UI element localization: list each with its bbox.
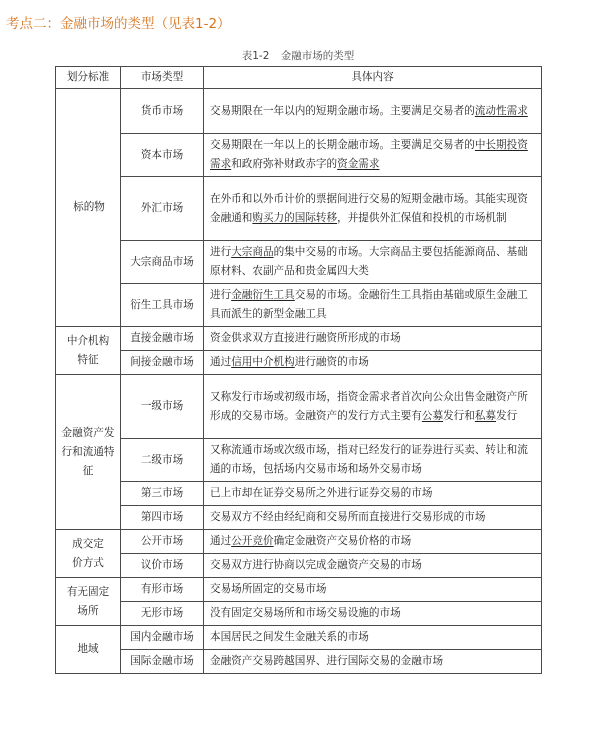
content-text: 和政府弥补财政赤字的 bbox=[231, 158, 338, 170]
underlined-term: 中长期投资需求 bbox=[210, 139, 528, 170]
table-row bbox=[56, 327, 542, 351]
content-cell bbox=[204, 351, 542, 375]
header-criterion: 划分标准 bbox=[56, 67, 121, 89]
content-cell bbox=[204, 177, 542, 241]
content-text: 交易期限在一年以上的长期金融市场。主要满足交易者的 bbox=[210, 139, 475, 151]
content-text: 交易场所固定的交易市场 bbox=[210, 583, 327, 595]
criterion-cell bbox=[56, 375, 121, 530]
underlined-term: 私募 bbox=[474, 409, 497, 422]
market-type-cell: 议价市场 bbox=[121, 554, 204, 578]
underlined-term: 公开竞价 bbox=[231, 535, 274, 547]
market-type-cell: 外汇市场 bbox=[121, 177, 204, 241]
content-text: 在外币和以外币计价的票据间进行交易的短期金融市场。其能实现资金融通和 bbox=[210, 192, 528, 224]
content-text: 进行 bbox=[210, 289, 232, 301]
criterion-cell bbox=[56, 578, 121, 626]
criterion-cell bbox=[56, 530, 121, 578]
content-text: 进行 bbox=[210, 246, 232, 258]
market-type-cell: 国内金融市场 bbox=[121, 626, 204, 650]
table-row bbox=[56, 439, 542, 482]
underlined-term: 金融衍生工具 bbox=[231, 289, 295, 301]
market-type-cell: 第三市场 bbox=[121, 482, 204, 506]
table-row bbox=[56, 578, 542, 602]
table-row bbox=[56, 554, 542, 578]
underlined-term: 公募 bbox=[421, 409, 444, 422]
content-text: 本国居民之间发生金融关系的市场 bbox=[210, 631, 369, 643]
content-cell bbox=[204, 602, 542, 626]
table-row bbox=[56, 351, 542, 375]
table-row bbox=[56, 626, 542, 650]
content-text: 交易双方不经由经纪商和交易所而直接进行交易形成的市场 bbox=[210, 511, 486, 523]
content-cell bbox=[204, 375, 542, 439]
header-market-type: 市场类型 bbox=[121, 67, 204, 89]
content-text: 已上市却在证券交易所之外进行证券交易的市场 bbox=[210, 487, 433, 499]
criterion-label: 地域 bbox=[77, 643, 99, 655]
table-row bbox=[56, 134, 542, 177]
table-row bbox=[56, 177, 542, 241]
content-cell bbox=[204, 650, 542, 674]
content-text: 资金供求双方直接进行融资所形成的市场 bbox=[210, 332, 401, 344]
table-row bbox=[56, 650, 542, 674]
content-text: ，并提供外汇保值和投机的市场机制 bbox=[337, 211, 507, 224]
table-row bbox=[56, 89, 542, 134]
criterion-label: 中介机构特征 bbox=[66, 334, 110, 366]
content-cell bbox=[204, 530, 542, 554]
market-type-cell: 国际金融市场 bbox=[121, 650, 204, 674]
content-cell bbox=[204, 241, 542, 284]
content-text: 通过 bbox=[210, 535, 232, 547]
content-cell bbox=[204, 626, 542, 650]
underlined-term: 信用中介机构 bbox=[231, 356, 295, 368]
criterion-label: 成交定价方式 bbox=[72, 537, 104, 569]
market-type-cell: 二级市场 bbox=[121, 439, 204, 482]
content-text: 交易的市场。金融衍生工具指由基础或原生金融工具而派生的新型金融工具 bbox=[210, 289, 528, 320]
content-text: 通过 bbox=[210, 356, 232, 368]
content-text: 交易双方进行协商以完成金融资产交易的市场 bbox=[210, 559, 422, 571]
market-types-table bbox=[55, 66, 542, 674]
table-row bbox=[56, 284, 542, 327]
market-type-cell: 间接金融市场 bbox=[121, 351, 204, 375]
table-row bbox=[56, 375, 542, 439]
content-cell bbox=[204, 89, 542, 134]
content-cell bbox=[204, 284, 542, 327]
criterion-cell bbox=[56, 626, 121, 674]
content-cell bbox=[204, 327, 542, 351]
market-type-cell: 无形市场 bbox=[121, 602, 204, 626]
content-cell bbox=[204, 578, 542, 602]
table-row bbox=[56, 602, 542, 626]
content-text: 又称发行市场或初级市场，指资金需求者首次向公众出售金融资产所形成的交易市场。金融资产的发行方式主要有 bbox=[210, 390, 528, 422]
underlined-term: 流动性需求 bbox=[474, 104, 528, 117]
content-cell bbox=[204, 506, 542, 530]
criterion-label: 标的物 bbox=[73, 201, 105, 213]
content-text: 发行 bbox=[496, 409, 518, 422]
criterion-cell bbox=[56, 327, 121, 375]
market-type-cell: 资本市场 bbox=[121, 134, 204, 177]
table-caption bbox=[0, 48, 596, 63]
market-type-cell: 直接金融市场 bbox=[121, 327, 204, 351]
content-text: 进行融资的市场 bbox=[294, 356, 369, 368]
criterion-cell bbox=[56, 89, 121, 327]
criterion-label: 有无固定场所 bbox=[66, 585, 110, 617]
market-type-cell: 货币市场 bbox=[121, 89, 204, 134]
table-row bbox=[56, 530, 542, 554]
content-text: 金融资产交易跨越国界、进行国际交易的金融市场 bbox=[210, 655, 444, 667]
content-cell bbox=[204, 439, 542, 482]
content-text: 没有固定交易场所和市场交易设施的市场 bbox=[210, 607, 401, 619]
market-type-cell: 一级市场 bbox=[121, 375, 204, 439]
header-content: 具体内容 bbox=[204, 67, 542, 89]
underlined-term: 资金需求 bbox=[337, 158, 380, 170]
content-text: 又称流通市场或次级市场，指对已经发行的证券进行买卖、转让和流通的市场，包括场内交易市场和场外交易市场 bbox=[210, 444, 528, 475]
underlined-term: 大宗商品 bbox=[231, 246, 274, 258]
content-cell bbox=[204, 482, 542, 506]
content-text: 的集中交易的市场。大宗商品主要包括能源商品、基础原材料、农副产品和贵金属四大类 bbox=[210, 246, 528, 277]
market-type-cell: 公开市场 bbox=[121, 530, 204, 554]
underlined-term: 购买力的国际转移 bbox=[252, 211, 338, 224]
content-text: 交易期限在一年以内的短期金融市场。主要满足交易者的 bbox=[210, 104, 475, 117]
table-row bbox=[56, 506, 542, 530]
table-row bbox=[56, 241, 542, 284]
table-body bbox=[56, 89, 542, 674]
table-row bbox=[56, 482, 542, 506]
market-type-cell: 第四市场 bbox=[121, 506, 204, 530]
table-header-row bbox=[56, 67, 542, 89]
market-type-cell: 衍生工具市场 bbox=[121, 284, 204, 327]
section-heading: 考点二：金融市场的类型（见表1-2） bbox=[6, 16, 231, 32]
content-cell bbox=[204, 554, 542, 578]
criterion-label: 金融资产发行和流通特征 bbox=[61, 426, 115, 477]
table-title: 金融市场的类型 bbox=[280, 50, 355, 62]
content-text: 发行和 bbox=[443, 409, 475, 422]
table-number: 表1-2 bbox=[241, 50, 270, 62]
content-text: 确定金融资产交易价格的市场 bbox=[273, 535, 412, 547]
market-type-cell: 大宗商品市场 bbox=[121, 241, 204, 284]
market-type-cell: 有形市场 bbox=[121, 578, 204, 602]
content-cell bbox=[204, 134, 542, 177]
